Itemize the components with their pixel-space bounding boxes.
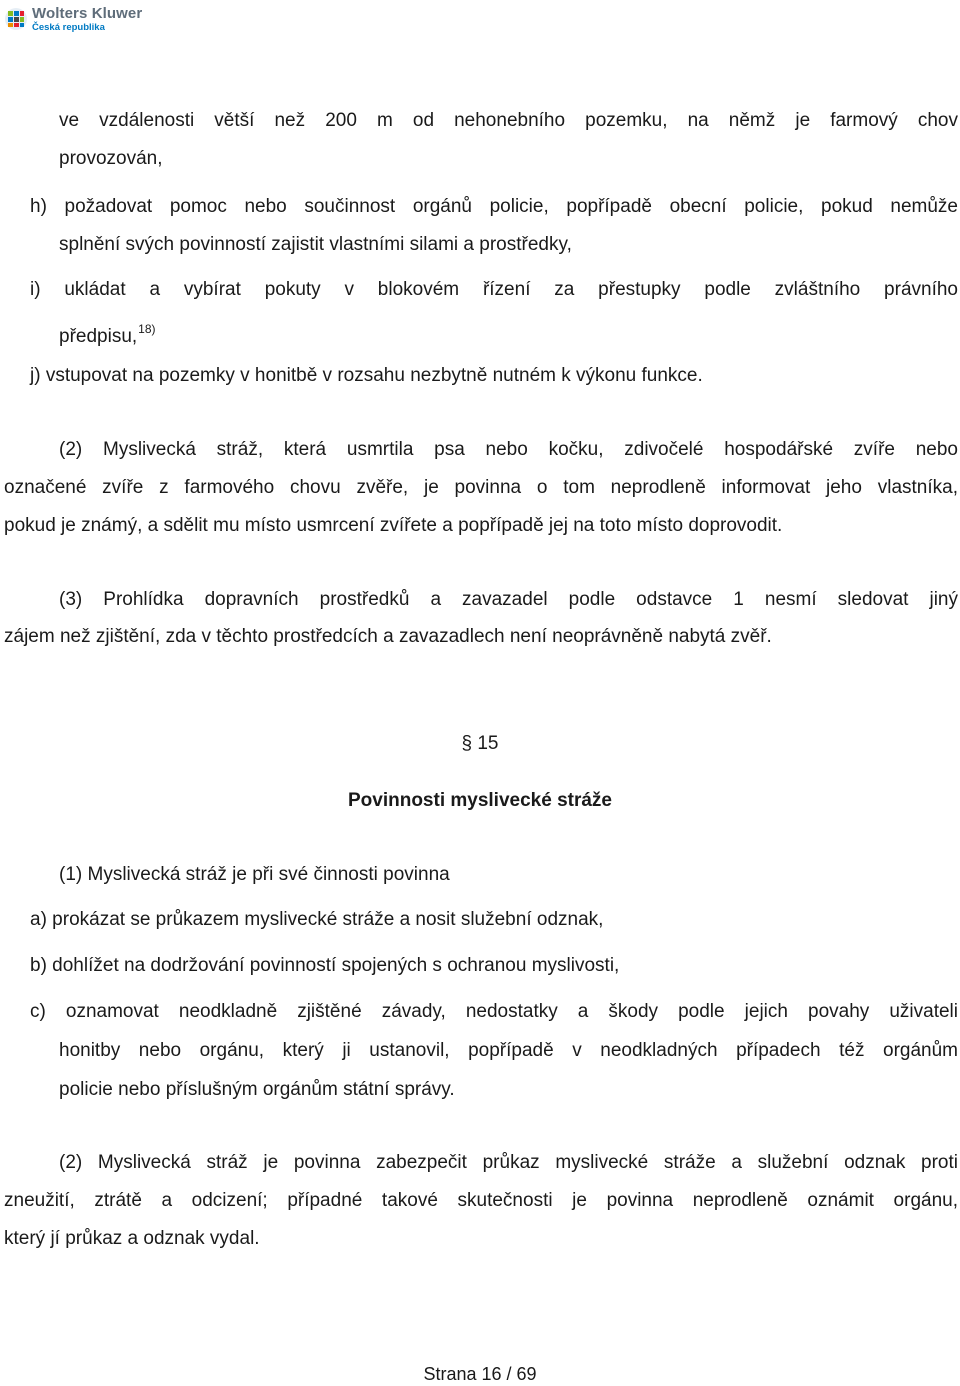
item-i-text: předpisu, <box>59 326 138 347</box>
item-g-continuation-end: provozován, <box>59 148 163 169</box>
paragraph-2-line1: (2) Myslivecká stráž, která usmrtila psa nebo kočku, zdivočelé hospodářské zvíře nebo <box>59 439 958 460</box>
item-j: j) vstupovat na pozemky v honitbě v rozsahu nezbytně nutném k výkonu funkce. <box>30 365 703 386</box>
section-title: Povinnosti myslivecké stráže <box>347 790 612 811</box>
item-c-line1: c) oznamovat neodkladně zjištěné závady, nedostatky a škody podle jejich povahy uživateli <box>30 1001 958 1022</box>
section-number: § 15 <box>461 733 499 754</box>
item-i-line2 <box>59 310 156 356</box>
item-g-continuation-line <box>59 102 958 140</box>
subsection-1-intro: (1) Myslivecká stráž je při své činnosti povinna <box>59 864 450 885</box>
brand-name: Wolters Kluwer <box>32 4 143 22</box>
text-line: ve vzdálenosti větší než 200 m od nehonebního pozemku, na němž je farmový chov <box>59 110 958 131</box>
paragraph-3-line2: zájem než zjištění, zda v těchto prostředcích a zavazadlech není neoprávněně nabytá zvěř. <box>4 626 772 647</box>
publisher-logo <box>4 4 142 34</box>
page-number: Strana 16 / 69 <box>423 1364 537 1384</box>
item-c-line2: honitby nebo orgánu, který ji ustanovil, popřípadě v neodkladných případech též orgánům <box>59 1040 958 1061</box>
item-h-line2: splnění svých povinností zajistit vlastními silami a prostředky, <box>59 234 572 255</box>
footnote-reference: 18) <box>138 322 156 336</box>
subsection-2-line2: zneužití, ztrátě a odcizení; případné takové skutečnosti je povinna neprodleně oznámit orgánu, <box>4 1190 958 1211</box>
paragraph-2-line2: označené zvíře z farmového chovu zvěře, je povinna o tom neprodleně informovat jeho vlastníka, <box>4 477 958 498</box>
item-b: b) dohlížet na dodržování povinností spojených s ochranou myslivosti, <box>30 955 620 976</box>
item-a: a) prokázat se průkazem myslivecké stráže a nosit služební odznak, <box>30 909 604 930</box>
wolters-kluwer-logo-icon <box>4 7 28 31</box>
subsection-2-line3: který jí průkaz a odznak vydal. <box>4 1228 260 1249</box>
paragraph-2-line3: pokud je známý, a sdělit mu místo usmrcení zvířete a popřípadě jej na toto místo doprovodit. <box>4 515 783 536</box>
subsection-2-line1: (2) Myslivecká stráž je povinna zabezpečit průkaz myslivecké stráže a služební odznak proti <box>59 1152 958 1173</box>
item-i-line1: i) ukládat a vybírat pokuty v blokovém řízení za přestupky podle zvláštního právního <box>30 279 958 300</box>
item-h-line1: h) požadovat pomoc nebo součinnost orgánů policie, popřípadě obecní policie, pokud nemůže <box>30 196 958 217</box>
item-c-line3: policie nebo příslušným orgánům státní správy. <box>59 1079 455 1100</box>
brand-subtitle: Česká republika <box>32 21 105 33</box>
paragraph-3-line1: (3) Prohlídka dopravních prostředků a zavazadel podle odstavce 1 nesmí sledovat jiný <box>59 589 958 610</box>
